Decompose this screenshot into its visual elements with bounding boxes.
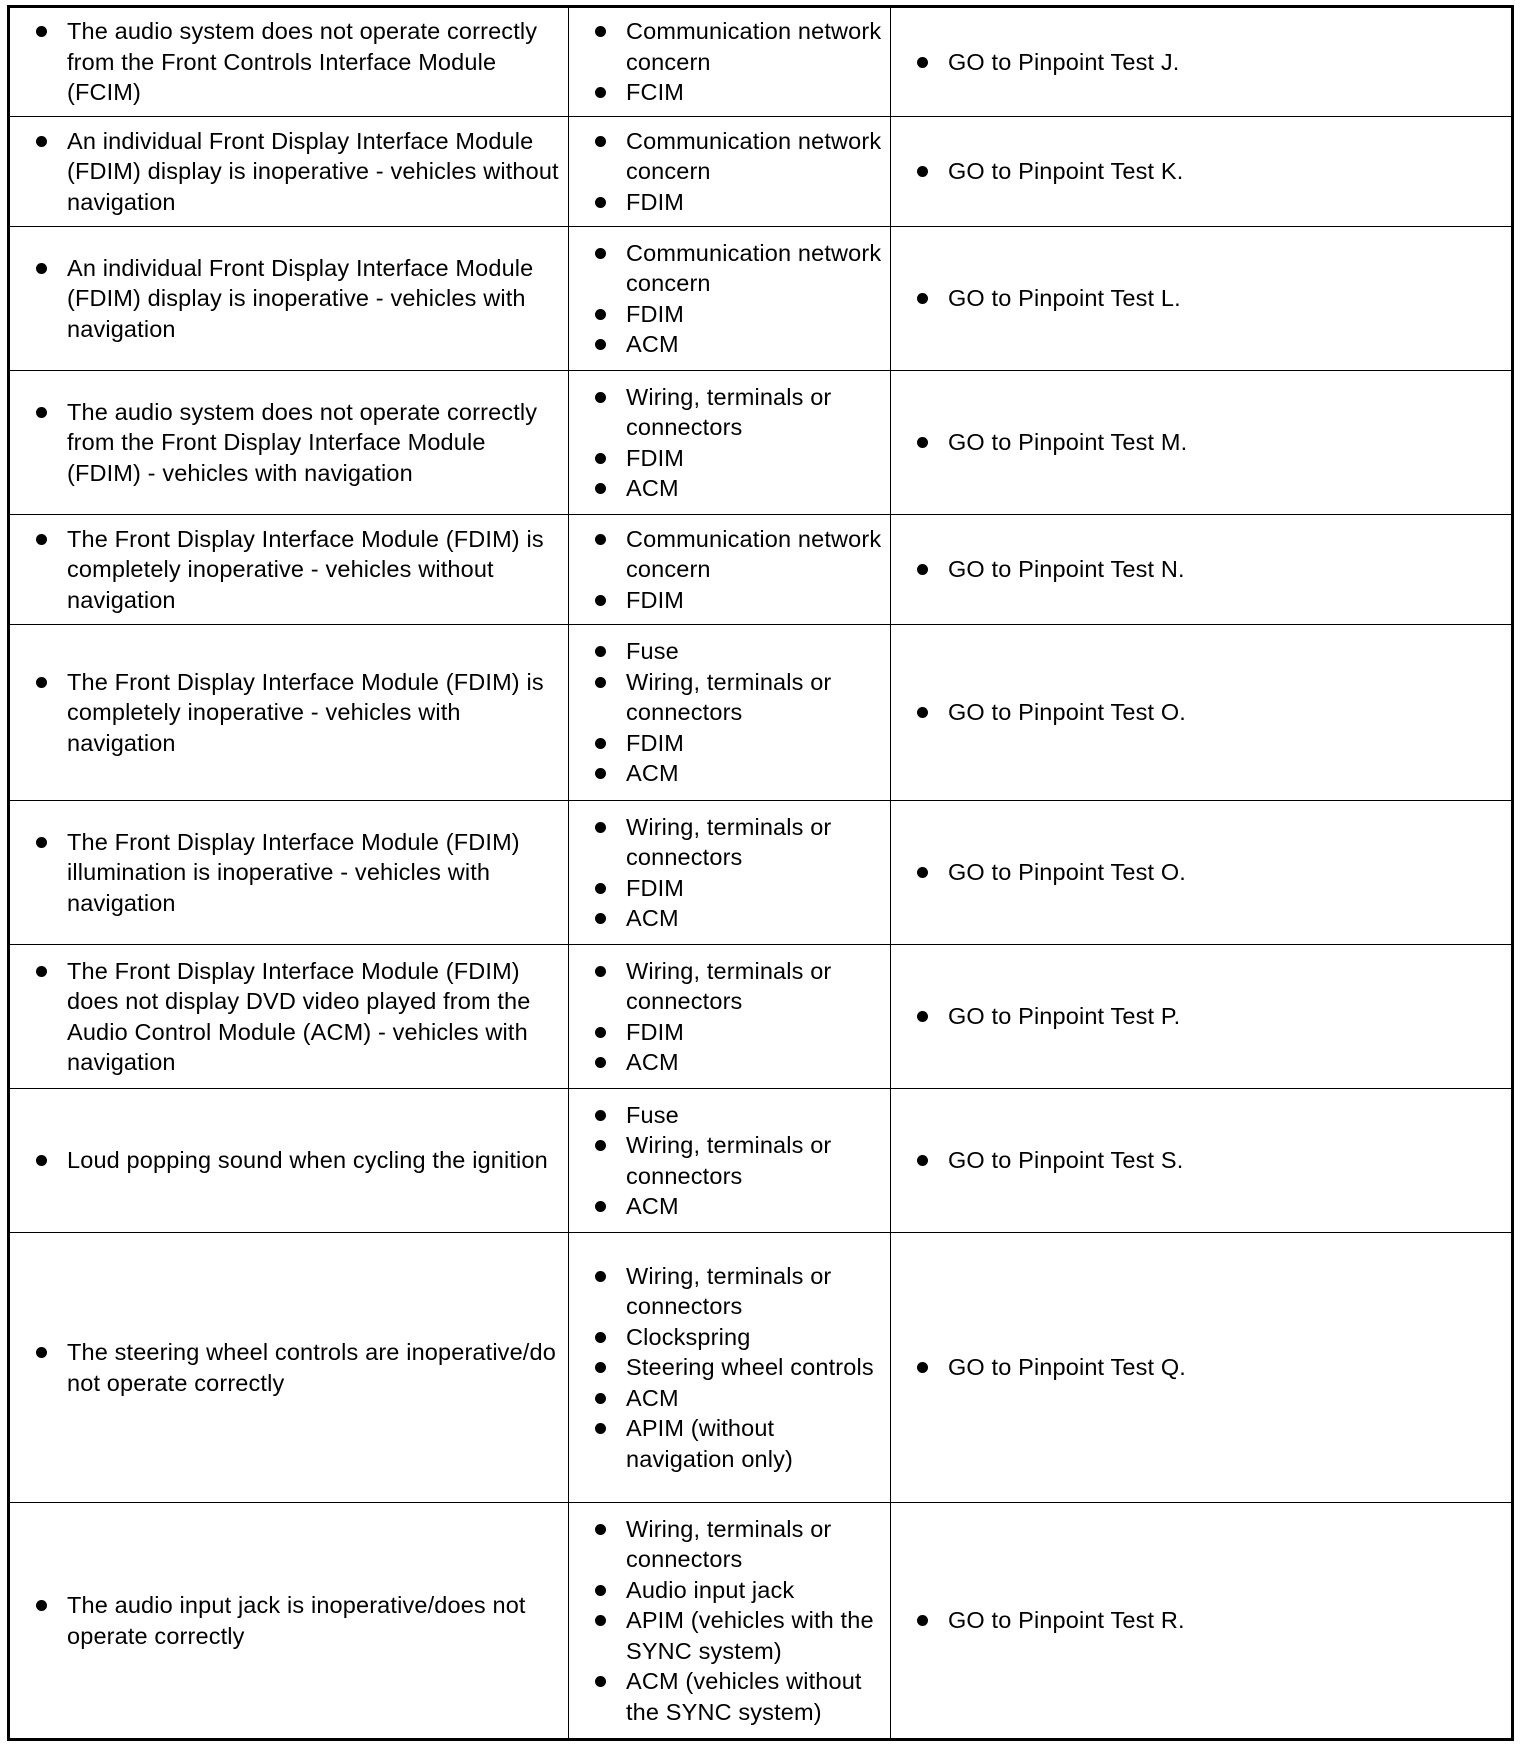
cause-item — [569, 187, 890, 218]
action-item — [891, 1352, 1511, 1383]
condition-cell — [9, 371, 569, 515]
condition-item — [10, 397, 568, 489]
action-text: GO to Pinpoint Test N. — [948, 556, 1185, 583]
cause-text: FDIM — [626, 188, 685, 215]
bullet-icon — [595, 1423, 606, 1434]
cause-item — [569, 956, 890, 1017]
cause-text: FDIM — [626, 874, 685, 901]
cause-text: Communication network concern — [626, 18, 882, 75]
condition-cell — [9, 7, 569, 117]
symptom-chart-body — [9, 7, 1513, 1740]
action-cell — [891, 117, 1513, 227]
bullet-icon — [595, 822, 606, 833]
condition-item — [10, 1145, 568, 1176]
cause-item — [569, 1322, 890, 1353]
possible-sources-cell — [569, 371, 891, 515]
condition-item — [10, 524, 568, 616]
bullet-icon — [595, 1676, 606, 1687]
cause-item — [569, 473, 890, 504]
cause-item — [569, 873, 890, 904]
cause-text: ACM — [626, 760, 679, 787]
bullet-icon — [595, 26, 606, 37]
cause-text: FDIM — [626, 1018, 685, 1045]
table-row — [9, 1089, 1513, 1233]
possible-sources-cell — [569, 227, 891, 371]
action-item — [891, 1605, 1511, 1636]
bullet-icon — [595, 1362, 606, 1373]
condition-item — [10, 827, 568, 919]
action-cell — [891, 371, 1513, 515]
possible-sources-cell — [569, 7, 891, 117]
possible-sources-cell — [569, 945, 891, 1089]
condition-text: The Front Display Interface Module (FDIM) is completely inoperative - vehicles without navigation — [67, 525, 544, 613]
cause-item — [569, 1100, 890, 1131]
action-item — [891, 1001, 1511, 1032]
bullet-icon — [595, 883, 606, 894]
bullet-icon — [595, 483, 606, 494]
cause-item — [569, 126, 890, 187]
condition-item — [10, 253, 568, 345]
bullet-icon — [917, 1615, 928, 1626]
cause-item — [569, 1017, 890, 1048]
action-cell — [891, 515, 1513, 625]
table-row — [9, 801, 1513, 945]
condition-text: The audio system does not operate correctly from the Front Display Interface Module (FDIM) - vehicles with navigation — [67, 398, 538, 486]
condition-text: Loud popping sound when cycling the ignition — [67, 1147, 548, 1174]
condition-item — [10, 1337, 568, 1398]
action-item — [891, 156, 1511, 187]
cause-text: Steering wheel controls — [626, 1354, 874, 1381]
cause-item — [569, 758, 890, 789]
bullet-icon — [917, 707, 928, 718]
action-cell — [891, 945, 1513, 1089]
action-text: GO to Pinpoint Test R. — [948, 1607, 1185, 1634]
bullet-icon — [595, 1140, 606, 1151]
cause-text: Wiring, terminals or connectors — [626, 1515, 832, 1573]
condition-item — [10, 126, 568, 218]
action-cell — [891, 227, 1513, 371]
cause-text: FCIM — [626, 79, 685, 106]
action-text: GO to Pinpoint Test M. — [948, 429, 1188, 456]
bullet-icon — [917, 867, 928, 878]
condition-text: The audio system does not operate correctly from the Front Controls Interface Module (FCIM) — [67, 18, 538, 106]
cause-text: ACM — [626, 1049, 679, 1075]
bullet-icon — [595, 738, 606, 749]
condition-cell — [9, 227, 569, 371]
bullet-icon — [917, 57, 928, 68]
cause-text: Wiring, terminals or connectors — [626, 1262, 832, 1320]
cause-item — [569, 585, 890, 616]
cause-item — [569, 1352, 890, 1383]
bullet-icon — [595, 1615, 606, 1626]
bullet-icon — [595, 595, 606, 606]
cause-item — [569, 1666, 890, 1727]
possible-sources-cell — [569, 515, 891, 625]
bullet-icon — [36, 1600, 47, 1611]
cause-text: Clockspring — [626, 1323, 751, 1350]
bullet-icon — [595, 768, 606, 779]
action-cell — [891, 7, 1513, 117]
bullet-icon — [595, 1524, 606, 1535]
cause-item — [569, 1191, 890, 1222]
cause-text: FDIM — [626, 300, 685, 327]
condition-text: The Front Display Interface Module (FDIM) does not display DVD video played from the Audio Control Module (ACM) - vehicles with navigation — [67, 957, 531, 1075]
bullet-icon — [36, 1155, 47, 1166]
cause-item — [569, 1575, 890, 1606]
action-cell — [891, 1233, 1513, 1503]
cause-item — [569, 1514, 890, 1575]
cause-item — [569, 443, 890, 474]
cause-text: Fuse — [626, 638, 679, 665]
action-item — [891, 1145, 1511, 1176]
table-row — [9, 1503, 1513, 1740]
table-row — [9, 945, 1513, 1089]
action-cell — [891, 801, 1513, 945]
cause-item — [569, 382, 890, 443]
possible-sources-cell — [569, 117, 891, 227]
possible-sources-cell — [569, 1503, 891, 1740]
action-item — [891, 47, 1511, 78]
bullet-icon — [36, 1347, 47, 1358]
cause-item — [569, 1605, 890, 1666]
bullet-icon — [595, 913, 606, 924]
cause-item — [569, 667, 890, 728]
table-row — [9, 7, 1513, 117]
table-row — [9, 625, 1513, 801]
cause-item — [569, 1383, 890, 1414]
table-row — [9, 117, 1513, 227]
cause-text: Communication network concern — [626, 127, 882, 185]
cause-item — [569, 636, 890, 667]
bullet-icon — [595, 309, 606, 320]
action-item — [891, 554, 1511, 585]
bullet-icon — [917, 166, 928, 177]
cause-text: ACM — [626, 905, 679, 931]
bullet-icon — [595, 1201, 606, 1212]
action-text: GO to Pinpoint Test L. — [948, 285, 1181, 312]
bullet-icon — [595, 87, 606, 98]
cause-text: APIM (without navigation only) — [626, 1415, 794, 1472]
bullet-icon — [36, 966, 47, 977]
cause-item — [569, 812, 890, 873]
condition-item — [10, 667, 568, 759]
action-item — [891, 857, 1511, 888]
bullet-icon — [595, 392, 606, 403]
condition-text: The Front Display Interface Module (FDIM) illumination is inoperative - vehicles with navigation — [67, 828, 520, 916]
bullet-icon — [36, 136, 47, 147]
bullet-icon — [595, 1110, 606, 1121]
condition-cell — [9, 801, 569, 945]
cause-item — [569, 524, 890, 585]
table-row — [9, 1233, 1513, 1503]
condition-text: The audio input jack is inoperative/does not operate correctly — [67, 1592, 526, 1649]
cause-text: Communication network concern — [626, 239, 882, 296]
cause-text: Fuse — [626, 1101, 679, 1128]
condition-item — [10, 1590, 568, 1651]
cause-item — [569, 329, 890, 360]
bullet-icon — [917, 293, 928, 304]
bullet-icon — [36, 263, 47, 274]
bullet-icon — [595, 1271, 606, 1282]
cause-text: ACM (vehicles without the SYNC system) — [626, 1668, 862, 1725]
bullet-icon — [595, 677, 606, 688]
cause-text: Audio input jack — [626, 1576, 795, 1603]
cause-text: Wiring, terminals or connectors — [626, 813, 832, 870]
possible-sources-cell — [569, 801, 891, 945]
bullet-icon — [595, 1332, 606, 1343]
cause-text: ACM — [626, 1384, 679, 1411]
bullet-icon — [595, 1057, 606, 1068]
cause-text: Wiring, terminals or connectors — [626, 668, 832, 726]
table-row — [9, 371, 1513, 515]
action-text: GO to Pinpoint Test K. — [948, 158, 1184, 185]
cause-text: Wiring, terminals or connectors — [626, 1132, 832, 1189]
cause-item — [569, 16, 890, 77]
cause-text: FDIM — [626, 729, 685, 756]
bullet-icon — [595, 646, 606, 657]
cause-text: Wiring, terminals or connectors — [626, 957, 832, 1014]
bullet-icon — [36, 837, 47, 848]
bullet-icon — [595, 453, 606, 464]
action-text: GO to Pinpoint Test O. — [948, 699, 1186, 726]
bullet-icon — [917, 1155, 928, 1166]
table-row — [9, 515, 1513, 625]
condition-cell — [9, 117, 569, 227]
cause-text: ACM — [626, 1193, 679, 1219]
cause-text: FDIM — [626, 444, 685, 471]
condition-item — [10, 16, 568, 108]
cause-text: ACM — [626, 331, 679, 357]
condition-text: The Front Display Interface Module (FDIM) is completely inoperative - vehicles with navigation — [67, 668, 544, 756]
action-cell — [891, 1089, 1513, 1233]
bullet-icon — [917, 1362, 928, 1373]
bullet-icon — [595, 1585, 606, 1596]
action-item — [891, 283, 1511, 314]
bullet-icon — [595, 248, 606, 259]
cause-text: Communication network concern — [626, 525, 882, 583]
cause-text: ACM — [626, 475, 679, 501]
cause-item — [569, 903, 890, 934]
action-cell — [891, 625, 1513, 801]
cause-item — [569, 1261, 890, 1322]
bullet-icon — [36, 534, 47, 545]
bullet-icon — [595, 1393, 606, 1404]
cause-text: FDIM — [626, 586, 685, 613]
possible-sources-cell — [569, 625, 891, 801]
action-item — [891, 427, 1511, 458]
bullet-icon — [595, 1027, 606, 1038]
condition-cell — [9, 1503, 569, 1740]
bullet-icon — [595, 534, 606, 545]
cause-text: APIM (vehicles with the SYNC system) — [626, 1607, 874, 1664]
action-text: GO to Pinpoint Test O. — [948, 859, 1186, 886]
bullet-icon — [595, 339, 606, 350]
action-text: GO to Pinpoint Test P. — [948, 1003, 1181, 1030]
action-text: GO to Pinpoint Test J. — [948, 48, 1180, 75]
condition-text: An individual Front Display Interface Module (FDIM) display is inoperative - vehicles without navigation — [67, 127, 559, 215]
cause-text: Wiring, terminals or connectors — [626, 383, 832, 440]
bullet-icon — [595, 136, 606, 147]
condition-cell — [9, 1089, 569, 1233]
cause-item — [569, 1413, 890, 1474]
bullet-icon — [36, 26, 47, 37]
bullet-icon — [595, 197, 606, 208]
cause-item — [569, 1130, 890, 1191]
bullet-icon — [595, 966, 606, 977]
bullet-icon — [917, 1011, 928, 1022]
condition-text: An individual Front Display Interface Module (FDIM) display is inoperative - vehicles with navigation — [67, 254, 534, 342]
condition-cell — [9, 515, 569, 625]
table-row — [9, 227, 1513, 371]
condition-cell — [9, 625, 569, 801]
bullet-icon — [36, 407, 47, 418]
bullet-icon — [36, 677, 47, 688]
cause-item — [569, 77, 890, 108]
action-text: GO to Pinpoint Test Q. — [948, 1354, 1186, 1381]
condition-cell — [9, 1233, 569, 1503]
action-item — [891, 697, 1511, 728]
possible-sources-cell — [569, 1233, 891, 1503]
cause-item — [569, 1047, 890, 1078]
cause-item — [569, 299, 890, 330]
cause-item — [569, 728, 890, 759]
condition-text: The steering wheel controls are inoperative/do not operate correctly — [67, 1339, 556, 1396]
possible-sources-cell — [569, 1089, 891, 1233]
condition-item — [10, 956, 568, 1078]
bullet-icon — [917, 437, 928, 448]
action-cell — [891, 1503, 1513, 1740]
symptom-chart-table — [7, 5, 1514, 1741]
condition-cell — [9, 945, 569, 1089]
cause-item — [569, 238, 890, 299]
bullet-icon — [917, 564, 928, 575]
action-text: GO to Pinpoint Test S. — [948, 1147, 1184, 1174]
